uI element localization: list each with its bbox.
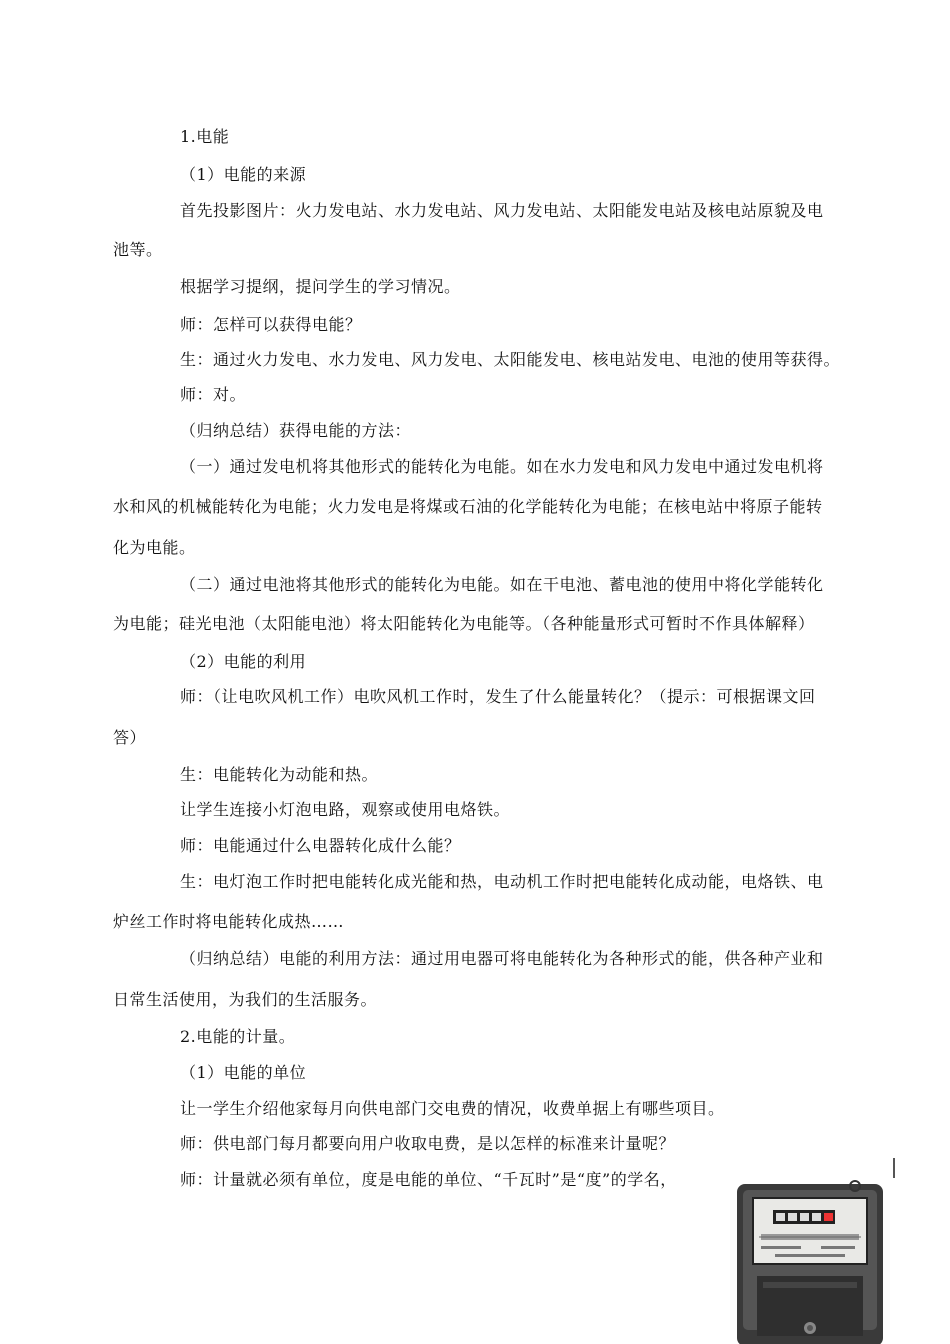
dialogue-line: 师：电能通过什么电器转化成什么能？ bbox=[180, 836, 461, 855]
paragraph-line: 池等。 bbox=[113, 240, 163, 259]
dialogue-line: 生：电灯泡工作时把电能转化成光能和热，电动机工作时把电能转化成动能，电烙铁、电 bbox=[180, 872, 824, 891]
electricity-meter-image bbox=[735, 1180, 885, 1344]
dialogue-line: 师：对。 bbox=[180, 385, 247, 404]
paragraph-line: （一）通过发电机将其他形式的能转化为电能。如在水力发电和风力发电中通过发电机将 bbox=[180, 457, 824, 476]
dialogue-line: 答） bbox=[113, 728, 147, 747]
paragraph-line: 化为电能。 bbox=[113, 538, 196, 557]
paragraph-line: 让学生连接小灯泡电路，观察或使用电烙铁。 bbox=[180, 800, 511, 819]
dialogue-line: 师：计量就必须有单位，度是电能的单位、“千瓦时”是“度”的学名， bbox=[180, 1170, 677, 1189]
paragraph-line: 水和风的机械能转化为电能；火力发电是将煤或石油的化学能转化为电能；在核电站中将原子能转 bbox=[113, 497, 823, 516]
paragraph-line: （二）通过电池将其他形式的能转化为电能。如在干电池、蓄电池的使用中将化学能转化 bbox=[180, 575, 824, 594]
summary-line: （归纳总结）电能的利用方法：通过用电器可将电能转化为各种形式的能，供各种产业和 bbox=[180, 949, 824, 968]
paragraph-line: 根据学习提纲，提问学生的学习情况。 bbox=[180, 277, 461, 296]
margin-mark bbox=[893, 1158, 895, 1178]
dialogue-line: 师：（让电吹风机工作）电吹风机工作时，发生了什么能量转化？（提示：可根据课文回 bbox=[180, 687, 816, 706]
subheading-energy-unit: （1）电能的单位 bbox=[180, 1063, 307, 1082]
paragraph-line: 让一学生介绍他家每月向供电部门交电费的情况，收费单据上有哪些项目。 bbox=[180, 1099, 725, 1118]
dialogue-line: 师：供电部门每月都要向用户收取电费，是以怎样的标准来计量呢？ bbox=[180, 1134, 676, 1153]
subheading-energy-use: （2）电能的利用 bbox=[180, 652, 307, 671]
dialogue-line: 生：通过火力发电、水力发电、风力发电、太阳能发电、核电站发电、电池的使用等获得。 bbox=[180, 350, 841, 369]
dialogue-line: 炉丝工作时将电能转化成热…… bbox=[113, 912, 345, 931]
summary-line: （归纳总结）获得电能的方法： bbox=[180, 421, 412, 440]
paragraph-line: 首先投影图片：火力发电站、水力发电站、风力发电站、太阳能发电站及核电站原貌及电 bbox=[180, 201, 824, 220]
heading-energy-metering: 2.电能的计量。 bbox=[180, 1027, 296, 1046]
dialogue-line: 生：电能转化为动能和热。 bbox=[180, 765, 379, 784]
paragraph-line: 日常生活使用，为我们的生活服务。 bbox=[113, 990, 378, 1009]
paragraph-line: 为电能；硅光电池（太阳能电池）将太阳能转化为电能等。（各种能量形式可暂时不作具体解释） bbox=[113, 614, 815, 633]
heading-electric-energy: 1.电能 bbox=[180, 127, 230, 146]
subheading-energy-source: （1）电能的来源 bbox=[180, 165, 307, 184]
dialogue-line: 师：怎样可以获得电能？ bbox=[180, 315, 362, 334]
